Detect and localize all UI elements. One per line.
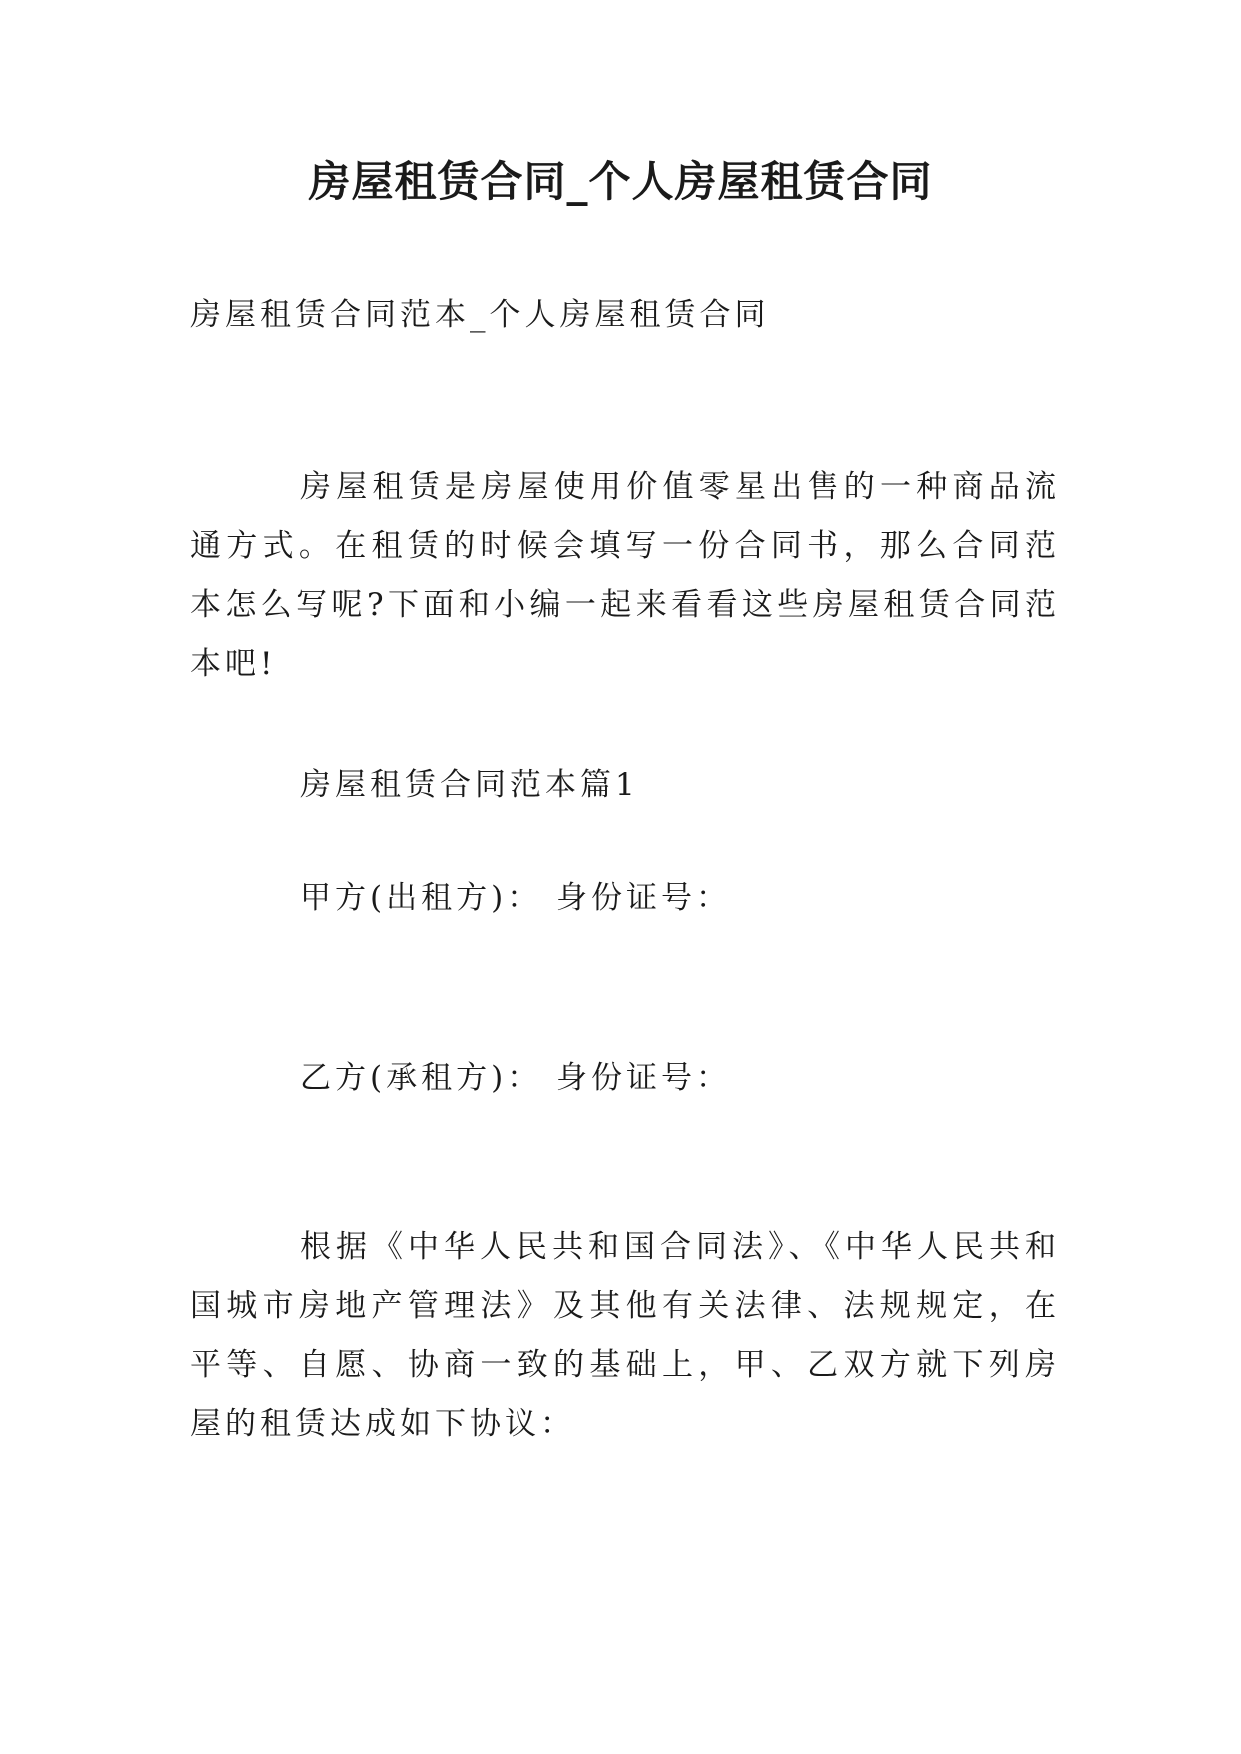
document-subtitle: 房屋租赁合同范本_个人房屋租赁合同 <box>190 297 770 333</box>
document-title: 房屋租赁合同_个人房屋租赁合同 <box>308 157 933 206</box>
intro-paragraph: 房屋租赁是房屋使用价值零星出售的一种商品流通方式。在租赁的时候会填写一份合同书，那么合同范本怎么写呢?下面和小编一起来看看这些房屋租赁合同范本吧! <box>190 469 1060 682</box>
preamble-paragraph: 根据《中华人民共和国合同法》、《中华人民共和国城市房地产管理法》及其他有关法律、法规规定，在平等、自愿、协商一致的基础上，甲、乙双方就下列房屋的租赁达成如下协议： <box>190 1229 1060 1442</box>
section-heading: 房屋租赁合同范本篇1 <box>300 767 639 803</box>
party-a-line: 甲方(出租方)： 身份证号： <box>300 880 732 916</box>
party-b-line: 乙方(承租方)： 身份证号： <box>300 1060 732 1096</box>
